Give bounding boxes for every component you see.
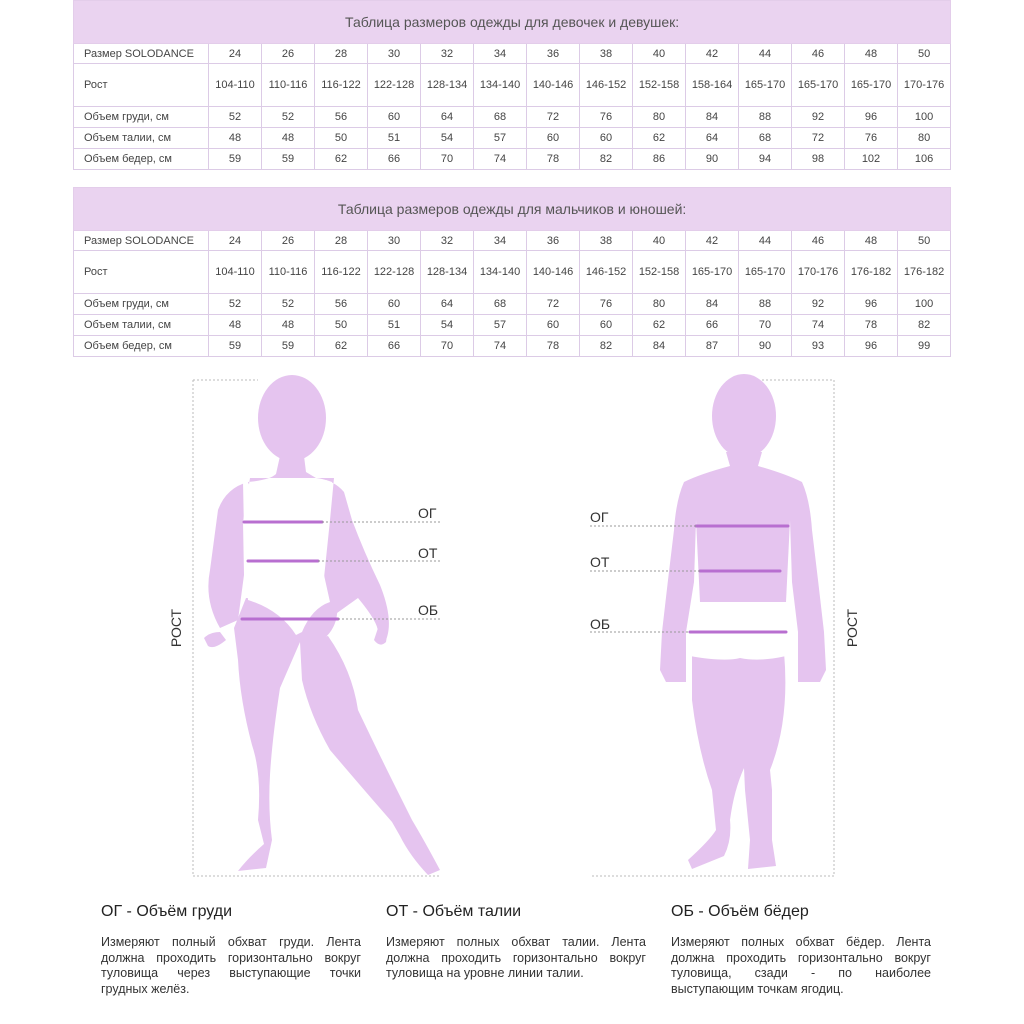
table-cell: 88 — [739, 107, 792, 128]
girl-hips-label: ОБ — [418, 602, 439, 618]
hips-info-text: Измеряют полных обхват бёдер. Лента должна проходить горизонтально вокруг туловища, сзади - по наиболее выступающим точкам ягодиц. — [671, 935, 931, 996]
table-cell: 48 — [262, 315, 315, 336]
table-cell: 57 — [474, 315, 527, 336]
table-cell: 56 — [315, 294, 368, 315]
table-cell: 122-128 — [368, 251, 421, 294]
table-cell: 46 — [792, 231, 845, 251]
table-cell: 28 — [315, 231, 368, 251]
table-cell: 122-128 — [368, 64, 421, 107]
table-cell: 34 — [474, 44, 527, 64]
table-cell: 48 — [262, 128, 315, 149]
table-cell: 52 — [209, 107, 262, 128]
table-cell: 66 — [686, 315, 739, 336]
table-cell: 128-134 — [421, 64, 474, 107]
boy-chest-label: ОГ — [590, 509, 609, 525]
table-cell: 62 — [633, 315, 686, 336]
table-row — [74, 64, 951, 107]
table-cell: 165-170 — [739, 64, 792, 107]
table-cell: 146-152 — [580, 251, 633, 294]
table-cell: 40 — [633, 231, 686, 251]
row-label: Размер SOLODANCE — [74, 231, 209, 251]
table-cell: 84 — [686, 107, 739, 128]
table-row — [74, 231, 951, 251]
table-cell: 74 — [792, 315, 845, 336]
table-cell: 52 — [209, 294, 262, 315]
table-cell: 72 — [527, 294, 580, 315]
table-cell: 165-170 — [739, 251, 792, 294]
table-cell: 46 — [792, 44, 845, 64]
table-cell: 90 — [739, 336, 792, 357]
chest-info-title: ОГ - Объём груди — [101, 903, 233, 920]
table-cell: 38 — [580, 44, 633, 64]
boy-waist-label: ОТ — [590, 554, 610, 570]
girls-table-title: Таблица размеров одежды для девочек и девушек: — [74, 1, 951, 44]
table-cell: 165-170 — [845, 64, 898, 107]
row-label: Объем талии, см — [74, 128, 209, 149]
boys-table-body — [74, 231, 951, 357]
table-cell: 66 — [368, 336, 421, 357]
table-cell: 48 — [845, 231, 898, 251]
table-cell: 116-122 — [315, 251, 368, 294]
row-label: Объем бедер, см — [74, 149, 209, 170]
table-cell: 64 — [421, 294, 474, 315]
table-cell: 36 — [527, 231, 580, 251]
table-cell: 86 — [633, 149, 686, 170]
table-cell: 134-140 — [474, 251, 527, 294]
table-row — [74, 294, 951, 315]
girls-size-table — [73, 0, 951, 170]
girls-table-body — [74, 44, 951, 170]
table-cell: 106 — [898, 149, 951, 170]
table-cell: 52 — [262, 294, 315, 315]
table-cell: 72 — [792, 128, 845, 149]
table-cell: 62 — [633, 128, 686, 149]
table-cell: 60 — [368, 294, 421, 315]
table-cell: 82 — [898, 315, 951, 336]
table-cell: 59 — [209, 149, 262, 170]
table-cell: 84 — [633, 336, 686, 357]
table-cell: 60 — [368, 107, 421, 128]
table-cell: 68 — [474, 294, 527, 315]
table-cell: 165-170 — [686, 251, 739, 294]
table-cell: 176-182 — [845, 251, 898, 294]
table-cell: 74 — [474, 149, 527, 170]
table-cell: 84 — [686, 294, 739, 315]
table-cell: 88 — [739, 294, 792, 315]
table-row — [74, 315, 951, 336]
table-cell: 62 — [315, 149, 368, 170]
table-cell: 76 — [580, 107, 633, 128]
table-cell: 40 — [633, 44, 686, 64]
table-cell: 24 — [209, 44, 262, 64]
table-cell: 82 — [580, 336, 633, 357]
table-cell: 54 — [421, 128, 474, 149]
row-label: Объем груди, см — [74, 294, 209, 315]
measurement-figures — [0, 370, 1024, 880]
table-cell: 48 — [209, 315, 262, 336]
chest-info — [101, 903, 361, 997]
table-cell: 78 — [527, 336, 580, 357]
table-cell: 152-158 — [633, 251, 686, 294]
table-cell: 36 — [527, 44, 580, 64]
girl-height-label: РОСТ — [168, 608, 184, 648]
table-cell: 60 — [527, 315, 580, 336]
hips-info — [671, 903, 931, 997]
table-cell: 42 — [686, 44, 739, 64]
table-row — [74, 128, 951, 149]
table-cell: 128-134 — [421, 251, 474, 294]
table-row — [74, 251, 951, 294]
table-cell: 96 — [845, 107, 898, 128]
table-cell: 59 — [209, 336, 262, 357]
row-label: Размер SOLODANCE — [74, 44, 209, 64]
table-cell: 28 — [315, 44, 368, 64]
table-cell: 78 — [845, 315, 898, 336]
table-cell: 57 — [474, 128, 527, 149]
table-cell: 72 — [527, 107, 580, 128]
boy-hips-label: ОБ — [590, 616, 611, 632]
boys-size-table — [73, 187, 951, 357]
table-cell: 104-110 — [209, 251, 262, 294]
table-title-row — [74, 1, 951, 44]
table-cell: 48 — [845, 44, 898, 64]
table-cell: 30 — [368, 44, 421, 64]
table-cell: 98 — [792, 149, 845, 170]
table-cell: 64 — [421, 107, 474, 128]
table-cell: 116-122 — [315, 64, 368, 107]
table-cell: 76 — [845, 128, 898, 149]
table-cell: 66 — [368, 149, 421, 170]
row-label: Рост — [74, 64, 209, 107]
table-cell: 50 — [898, 44, 951, 64]
table-cell: 102 — [845, 149, 898, 170]
table-cell: 110-116 — [262, 251, 315, 294]
table-cell: 87 — [686, 336, 739, 357]
waist-info-title: ОТ - Объём талии — [386, 903, 522, 920]
table-cell: 140-146 — [527, 251, 580, 294]
waist-info-text: Измеряют полных обхват талии. Лента должна проходить горизонтально вокруг туловища на уровне линии талии. — [386, 935, 646, 980]
table-cell: 78 — [527, 149, 580, 170]
table-cell: 80 — [898, 128, 951, 149]
table-cell: 64 — [686, 128, 739, 149]
table-cell: 92 — [792, 107, 845, 128]
table-cell: 90 — [686, 149, 739, 170]
table-cell: 26 — [262, 44, 315, 64]
chest-info-text: Измеряют полный обхват груди. Лента должна проходить горизонтально вокруг туловища через выступающие точки грудных желёз. — [101, 935, 361, 996]
table-cell: 30 — [368, 231, 421, 251]
table-cell: 59 — [262, 149, 315, 170]
table-cell: 70 — [421, 149, 474, 170]
table-cell: 60 — [580, 315, 633, 336]
table-cell: 176-182 — [898, 251, 951, 294]
row-label: Рост — [74, 251, 209, 294]
table-cell: 70 — [421, 336, 474, 357]
table-cell: 56 — [315, 107, 368, 128]
girl-silhouette — [204, 375, 440, 875]
table-row — [74, 44, 951, 64]
table-cell: 68 — [739, 128, 792, 149]
table-cell: 165-170 — [792, 64, 845, 107]
table-cell: 51 — [368, 128, 421, 149]
table-cell: 99 — [898, 336, 951, 357]
row-label: Объем груди, см — [74, 107, 209, 128]
table-cell: 80 — [633, 294, 686, 315]
table-cell: 52 — [262, 107, 315, 128]
table-cell: 96 — [845, 336, 898, 357]
table-cell: 68 — [474, 107, 527, 128]
table-row — [74, 149, 951, 170]
table-cell: 140-146 — [527, 64, 580, 107]
table-cell: 152-158 — [633, 64, 686, 107]
hips-info-title: ОБ - Объём бёдер — [671, 903, 809, 920]
table-cell: 110-116 — [262, 64, 315, 107]
table-cell: 60 — [527, 128, 580, 149]
table-cell: 59 — [262, 336, 315, 357]
row-label: Объем бедер, см — [74, 336, 209, 357]
table-cell: 26 — [262, 231, 315, 251]
table-cell: 32 — [421, 44, 474, 64]
table-cell: 62 — [315, 336, 368, 357]
table-cell: 76 — [580, 294, 633, 315]
table-cell: 24 — [209, 231, 262, 251]
table-cell: 170-176 — [898, 64, 951, 107]
row-label: Объем талии, см — [74, 315, 209, 336]
table-cell: 42 — [686, 231, 739, 251]
table-cell: 146-152 — [580, 64, 633, 107]
table-title-row — [74, 188, 951, 231]
table-cell: 50 — [315, 128, 368, 149]
table-cell: 60 — [580, 128, 633, 149]
waist-info — [386, 903, 646, 982]
table-cell: 44 — [739, 231, 792, 251]
girl-chest-label: ОГ — [418, 505, 437, 521]
table-cell: 34 — [474, 231, 527, 251]
table-cell: 134-140 — [474, 64, 527, 107]
boys-table-title: Таблица размеров одежды для мальчиков и юношей: — [74, 188, 951, 231]
table-cell: 170-176 — [792, 251, 845, 294]
table-cell: 80 — [633, 107, 686, 128]
table-cell: 54 — [421, 315, 474, 336]
table-cell: 50 — [315, 315, 368, 336]
table-cell: 92 — [792, 294, 845, 315]
table-cell: 70 — [739, 315, 792, 336]
table-cell: 104-110 — [209, 64, 262, 107]
table-cell: 50 — [898, 231, 951, 251]
boy-height-label: РОСТ — [844, 608, 860, 648]
table-cell: 51 — [368, 315, 421, 336]
table-cell: 100 — [898, 294, 951, 315]
table-row — [74, 107, 951, 128]
table-cell: 38 — [580, 231, 633, 251]
girl-waist-label: ОТ — [418, 545, 438, 561]
table-cell: 32 — [421, 231, 474, 251]
table-cell: 94 — [739, 149, 792, 170]
table-cell: 100 — [898, 107, 951, 128]
table-row — [74, 336, 951, 357]
table-cell: 74 — [474, 336, 527, 357]
table-cell: 44 — [739, 44, 792, 64]
table-cell: 158-164 — [686, 64, 739, 107]
table-cell: 93 — [792, 336, 845, 357]
table-cell: 96 — [845, 294, 898, 315]
table-cell: 48 — [209, 128, 262, 149]
table-cell: 82 — [580, 149, 633, 170]
